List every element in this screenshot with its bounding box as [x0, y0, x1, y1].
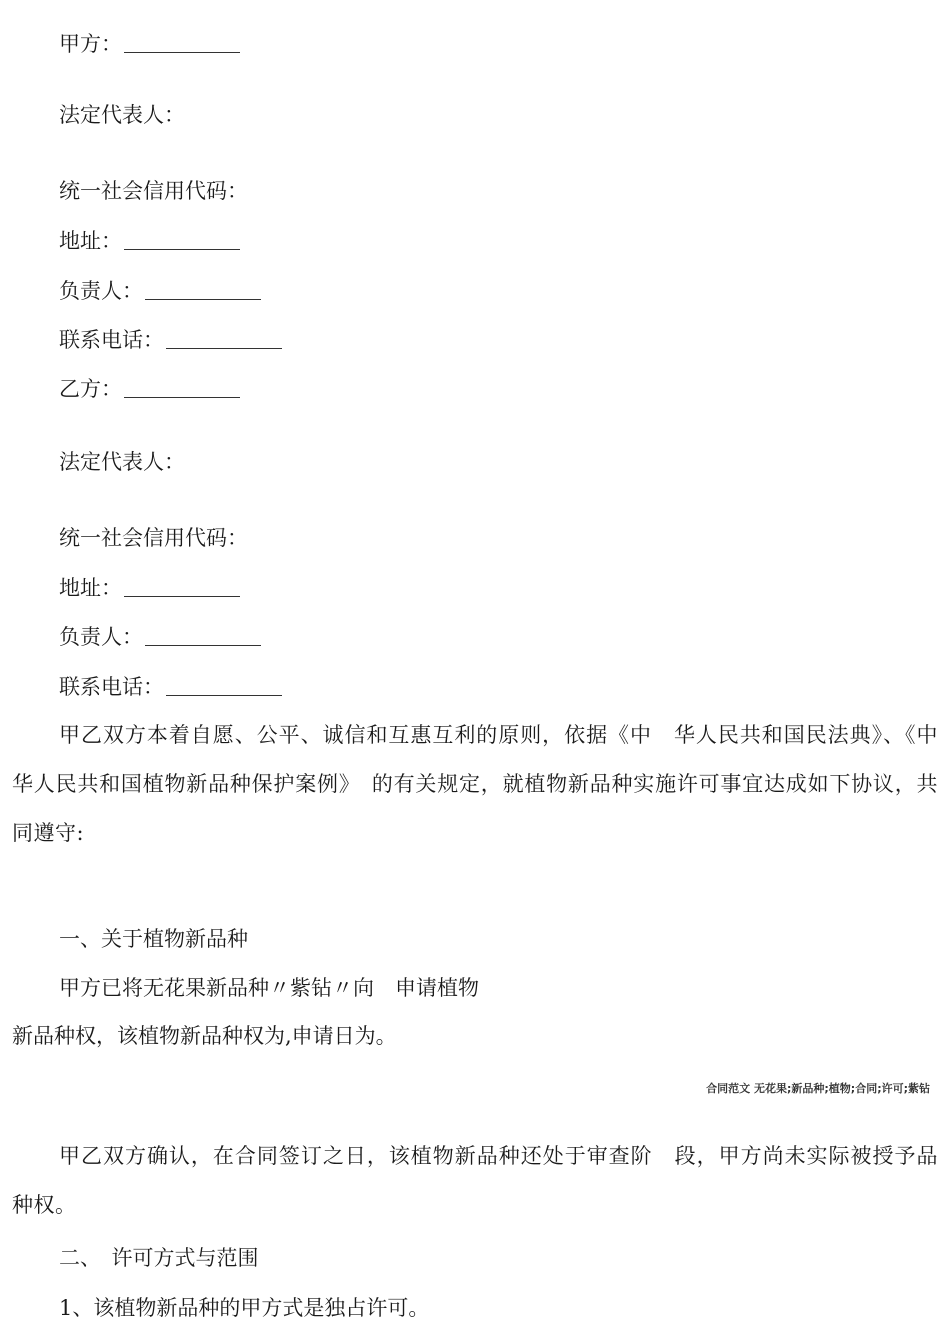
party-b-rep-line: [59, 448, 185, 476]
party-b-address-label: 地址：: [59, 576, 122, 600]
party-a-address-blank[interactable]: [124, 248, 240, 250]
party-b-person-label: 负责人：: [59, 625, 143, 649]
party-a-label: 甲方：: [59, 32, 122, 56]
keywords-note: 合同范文 无花果;新品种;植物;合同;许可;紫钻: [706, 1082, 930, 1095]
party-a-phone-blank[interactable]: [166, 347, 282, 349]
section-1-heading: 一、关于植物新品种: [59, 927, 248, 951]
party-a-rep-label: 法定代表人：: [59, 103, 185, 127]
party-a-address-label: 地址：: [59, 229, 122, 253]
party-a-credit-code-line: [59, 177, 248, 205]
party-a-credit-code-label: 统一社会信用代码：: [59, 179, 248, 203]
party-a-person-blank[interactable]: [145, 298, 261, 300]
party-b-label: 乙方：: [59, 377, 122, 401]
party-b-person-blank[interactable]: [145, 644, 261, 646]
party-a-name-line: [59, 30, 240, 58]
party-b-person-line: [59, 623, 261, 651]
party-b-address-line: [59, 574, 240, 602]
party-b-rep-label: 法定代表人：: [59, 450, 185, 474]
section-2-item-1: 1、该植物新品种的甲方式是独占许可。: [59, 1296, 430, 1320]
party-a-address-line: [59, 227, 240, 255]
party-a-phone-label: 联系电话：: [59, 328, 164, 352]
party-b-name-line: [59, 375, 240, 403]
party-a-person-label: 负责人：: [59, 279, 143, 303]
party-b-phone-line: [59, 673, 282, 701]
party-a-person-line: [59, 277, 261, 305]
party-a-rep-line: [59, 101, 185, 129]
party-a-phone-line: [59, 326, 282, 354]
party-b-credit-code-line: [59, 524, 248, 552]
party-b-credit-code-label: 统一社会信用代码：: [59, 526, 248, 550]
party-b-phone-label: 联系电话：: [59, 675, 164, 699]
party-b-address-blank[interactable]: [124, 595, 240, 597]
party-b-phone-blank[interactable]: [166, 694, 282, 696]
preamble-paragraph: 甲乙双方本着自愿、公平、诚信和互惠互利的原则，依据《中 华人民共和国民法典》、《中华人民共和国植物新品种保护案例》 的有关规定，就植物新品种实施许可事宜达成如下协议，共同遵守:: [12, 723, 938, 845]
party-b-name-blank[interactable]: [124, 396, 240, 398]
section-1-line-1: 甲方已将无花果新品种〃紫钻〃向 申请植物: [59, 976, 479, 1000]
party-a-name-blank[interactable]: [124, 51, 240, 53]
section-1-line-2: 新品种权，该植物新品种权为,申请日为。: [12, 1024, 397, 1048]
confirm-paragraph: 甲乙双方确认，在合同签订之日，该植物新品种还处于审查阶 段，甲方尚未实际被授予品种权。: [12, 1144, 938, 1217]
section-2-heading: 二、 许可方式与范围: [59, 1246, 259, 1270]
